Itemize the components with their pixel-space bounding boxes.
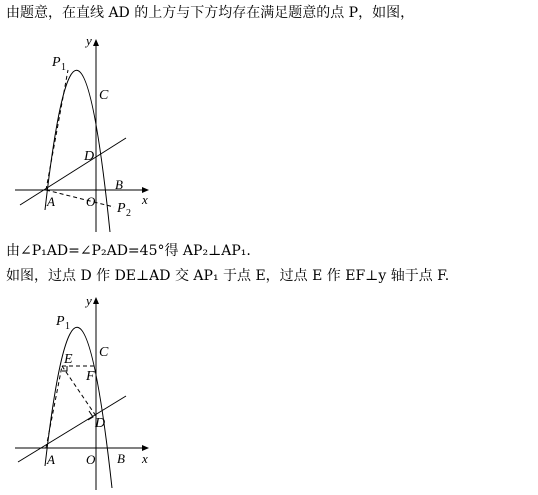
label-b: B — [117, 451, 125, 466]
line-ad — [20, 138, 126, 205]
label-p1-sub: 1 — [61, 62, 66, 73]
label-p1: P — [52, 55, 61, 70]
label-y: y — [86, 33, 92, 48]
label-c: C — [99, 345, 109, 360]
label-o: O — [86, 452, 96, 467]
label-p2: P — [117, 201, 126, 216]
label-d: D — [84, 149, 95, 164]
label-p1-sub: 1 — [65, 321, 70, 332]
figure-2 — [0, 290, 180, 495]
label-p1: P — [56, 314, 65, 329]
text-line-1: 由题意，在直线 AD 的上方与下方均存在满足题意的点 P，如图， — [6, 5, 415, 21]
label-a: A — [47, 452, 55, 467]
label-f: F — [86, 369, 95, 384]
label-y: y — [86, 293, 92, 308]
text-line-2: 由∠P₁AD=∠P₂AD=45°得 AP₂⊥AP₁. — [6, 243, 251, 259]
segment-ap2 — [46, 190, 114, 207]
label-c: C — [99, 88, 109, 103]
label-x: x — [142, 192, 148, 207]
label-o: O — [86, 194, 96, 209]
segment-ap1 — [46, 70, 68, 190]
line-ad — [18, 396, 126, 462]
label-b: B — [115, 177, 123, 192]
figure-1 — [0, 30, 180, 260]
label-x: x — [142, 451, 148, 466]
label-a: A — [47, 194, 55, 209]
text-line-3: 如图，过点 D 作 DE⊥AD 交 AP₁ 于点 E，过点 E 作 EF⊥y 轴于点 F. — [6, 268, 450, 284]
label-p2-sub: 2 — [126, 208, 131, 219]
label-e: E — [64, 352, 73, 367]
label-d: D — [95, 416, 106, 431]
